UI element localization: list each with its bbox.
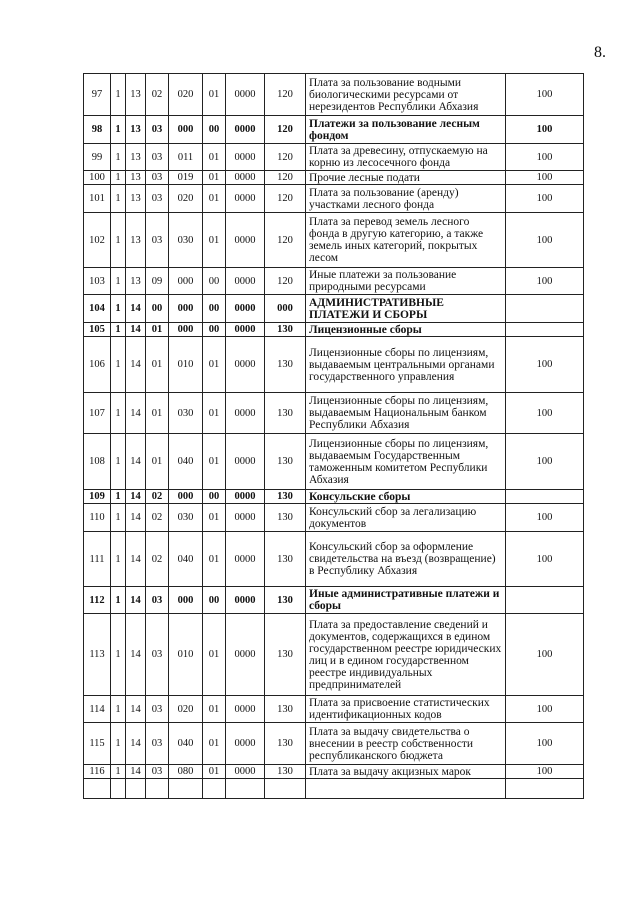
row-number-cell: 104: [84, 295, 111, 323]
table-row: [84, 393, 584, 434]
code-subgroup-cell: 14: [126, 504, 146, 532]
revenue-name-cell: Консульские сборы: [306, 490, 506, 504]
code-group-cell: [111, 779, 126, 799]
code-group-cell: 1: [111, 185, 126, 213]
code-article-cell: 02: [146, 504, 169, 532]
budget-classification-table: [83, 73, 584, 799]
revenue-name-cell: Лицензионные сборы по лицензиям, выдаваемым Государственным таможенным комитетом Республики Абхазия: [306, 434, 506, 490]
code-group-cell: 1: [111, 532, 126, 587]
code-element-cell: 01: [203, 614, 226, 696]
row-number-cell: 112: [84, 587, 111, 614]
code-element-cell: 01: [203, 504, 226, 532]
code-subgroup-cell: 13: [126, 74, 146, 116]
table-row: [84, 614, 584, 696]
code-article-cell: 02: [146, 74, 169, 116]
code-article-cell: 01: [146, 323, 169, 337]
code-group-cell: 1: [111, 723, 126, 765]
code-economic-cell: 130: [265, 532, 306, 587]
row-number-cell: 103: [84, 268, 111, 295]
code-article-cell: 03: [146, 144, 169, 171]
code-subarticle-cell: 030: [169, 393, 203, 434]
code-group-cell: 1: [111, 337, 126, 393]
code-group-cell: 1: [111, 74, 126, 116]
code-element-cell: 01: [203, 74, 226, 116]
code-program-cell: 0000: [226, 490, 265, 504]
code-article-cell: 03: [146, 723, 169, 765]
code-program-cell: 0000: [226, 393, 265, 434]
code-program-cell: 0000: [226, 268, 265, 295]
row-number-cell: 102: [84, 213, 111, 268]
code-subgroup-cell: 14: [126, 587, 146, 614]
row-number-cell: [84, 779, 111, 799]
code-subarticle-cell: 000: [169, 295, 203, 323]
percent-value-cell: 100: [506, 532, 584, 587]
code-subgroup-cell: 14: [126, 393, 146, 434]
code-subarticle-cell: 030: [169, 213, 203, 268]
code-element-cell: 00: [203, 490, 226, 504]
row-number-cell: 97: [84, 74, 111, 116]
code-program-cell: 0000: [226, 765, 265, 779]
code-element-cell: 01: [203, 185, 226, 213]
code-subgroup-cell: 13: [126, 185, 146, 213]
table-row: [84, 723, 584, 765]
percent-value-cell: 100: [506, 393, 584, 434]
code-element-cell: 01: [203, 337, 226, 393]
row-number-cell: 105: [84, 323, 111, 337]
percent-value-cell: 100: [506, 504, 584, 532]
row-number-cell: 109: [84, 490, 111, 504]
code-economic-cell: 130: [265, 490, 306, 504]
code-group-cell: 1: [111, 434, 126, 490]
table-row: [84, 504, 584, 532]
code-economic-cell: 130: [265, 696, 306, 723]
code-subgroup-cell: 14: [126, 696, 146, 723]
percent-value-cell: 100: [506, 434, 584, 490]
code-economic-cell: 120: [265, 116, 306, 144]
revenue-name-cell: Прочие лесные подати: [306, 171, 506, 185]
code-subarticle-cell: 020: [169, 185, 203, 213]
code-program-cell: 0000: [226, 434, 265, 490]
code-article-cell: 09: [146, 268, 169, 295]
revenue-name-cell: Плата за выдачу свидетельства о внесении в реестр собственности республиканского бюджета: [306, 723, 506, 765]
code-article-cell: 02: [146, 490, 169, 504]
percent-value-cell: 100: [506, 213, 584, 268]
code-group-cell: 1: [111, 587, 126, 614]
code-program-cell: 0000: [226, 337, 265, 393]
revenue-name-cell: Платежи за пользование лесным фондом: [306, 116, 506, 144]
percent-value-cell: 100: [506, 614, 584, 696]
row-number-cell: 100: [84, 171, 111, 185]
row-number-cell: 108: [84, 434, 111, 490]
revenue-name-cell: Плата за пользование (аренду) участками лесного фонда: [306, 185, 506, 213]
table-row: [84, 490, 584, 504]
code-element-cell: 00: [203, 587, 226, 614]
row-number-cell: 101: [84, 185, 111, 213]
code-subgroup-cell: 13: [126, 268, 146, 295]
code-subarticle-cell: 010: [169, 614, 203, 696]
code-element-cell: 00: [203, 295, 226, 323]
code-subarticle-cell: 030: [169, 504, 203, 532]
percent-value-cell: 100: [506, 765, 584, 779]
table-row: [84, 116, 584, 144]
row-number-cell: 116: [84, 765, 111, 779]
row-number-cell: 106: [84, 337, 111, 393]
code-article-cell: 00: [146, 295, 169, 323]
code-subgroup-cell: 14: [126, 337, 146, 393]
revenue-name-cell: Плата за древесину, отпускаемую на корню из лесосечного фонда: [306, 144, 506, 171]
code-economic-cell: 120: [265, 268, 306, 295]
percent-value-cell: [506, 490, 584, 504]
code-subgroup-cell: 13: [126, 171, 146, 185]
code-economic-cell: 130: [265, 393, 306, 434]
table-row: [84, 171, 584, 185]
code-element-cell: 01: [203, 434, 226, 490]
code-article-cell: 01: [146, 393, 169, 434]
revenue-name-cell: Плата за выдачу акцизных марок: [306, 765, 506, 779]
code-group-cell: 1: [111, 614, 126, 696]
code-article-cell: 03: [146, 696, 169, 723]
code-economic-cell: 000: [265, 295, 306, 323]
code-economic-cell: 130: [265, 614, 306, 696]
code-group-cell: 1: [111, 213, 126, 268]
code-article-cell: [146, 779, 169, 799]
code-group-cell: 1: [111, 116, 126, 144]
code-subarticle-cell: 040: [169, 723, 203, 765]
revenue-name-cell: Консульский сбор за оформление свидетельства на въезд (возвращение) в Республику Абхазия: [306, 532, 506, 587]
code-group-cell: 1: [111, 171, 126, 185]
code-article-cell: 03: [146, 614, 169, 696]
revenue-name-cell: Плата за предоставление сведений и документов, содержащихся в едином государственном реестре юридических лиц и в едином государственном реестре индивидуальных предпринимателей: [306, 614, 506, 696]
code-group-cell: 1: [111, 490, 126, 504]
row-number-cell: 110: [84, 504, 111, 532]
code-subgroup-cell: 14: [126, 723, 146, 765]
code-economic-cell: 120: [265, 144, 306, 171]
code-subarticle-cell: 000: [169, 323, 203, 337]
page-number: 8.: [594, 44, 606, 61]
table-row: [84, 323, 584, 337]
code-program-cell: 0000: [226, 171, 265, 185]
code-subarticle-cell: 000: [169, 490, 203, 504]
code-group-cell: 1: [111, 268, 126, 295]
table-row: [84, 213, 584, 268]
code-article-cell: 03: [146, 765, 169, 779]
percent-value-cell: 100: [506, 268, 584, 295]
code-subgroup-cell: 14: [126, 323, 146, 337]
table-row: [84, 587, 584, 614]
code-program-cell: 0000: [226, 696, 265, 723]
code-economic-cell: 130: [265, 765, 306, 779]
code-group-cell: 1: [111, 765, 126, 779]
table-row: [84, 295, 584, 323]
code-element-cell: 01: [203, 723, 226, 765]
table-row: [84, 779, 584, 799]
code-article-cell: 03: [146, 587, 169, 614]
code-element-cell: 00: [203, 268, 226, 295]
row-number-cell: 99: [84, 144, 111, 171]
code-economic-cell: 120: [265, 171, 306, 185]
code-element-cell: 01: [203, 765, 226, 779]
code-subarticle-cell: 020: [169, 696, 203, 723]
code-economic-cell: 120: [265, 213, 306, 268]
code-subarticle-cell: 000: [169, 587, 203, 614]
code-program-cell: 0000: [226, 614, 265, 696]
code-subarticle-cell: 010: [169, 337, 203, 393]
code-subarticle-cell: [169, 779, 203, 799]
row-number-cell: 113: [84, 614, 111, 696]
percent-value-cell: [506, 587, 584, 614]
percent-value-cell: [506, 295, 584, 323]
revenue-name-cell: АДМИНИСТРАТИВНЫЕ ПЛАТЕЖИ И СБОРЫ: [306, 295, 506, 323]
percent-value-cell: 100: [506, 723, 584, 765]
code-article-cell: 01: [146, 434, 169, 490]
code-economic-cell: 130: [265, 323, 306, 337]
revenue-name-cell: [306, 779, 506, 799]
code-subgroup-cell: 14: [126, 532, 146, 587]
code-program-cell: 0000: [226, 74, 265, 116]
code-element-cell: [203, 779, 226, 799]
code-subgroup-cell: [126, 779, 146, 799]
percent-value-cell: 100: [506, 74, 584, 116]
revenue-name-cell: Лицензионные сборы: [306, 323, 506, 337]
code-article-cell: 03: [146, 116, 169, 144]
code-program-cell: 0000: [226, 504, 265, 532]
code-group-cell: 1: [111, 323, 126, 337]
code-economic-cell: 130: [265, 723, 306, 765]
table-row: [84, 434, 584, 490]
table-row: [84, 185, 584, 213]
revenue-name-cell: Консульский сбор за легализацию документов: [306, 504, 506, 532]
code-element-cell: 00: [203, 116, 226, 144]
code-economic-cell: 120: [265, 185, 306, 213]
code-subgroup-cell: 14: [126, 490, 146, 504]
percent-value-cell: 100: [506, 337, 584, 393]
code-program-cell: 0000: [226, 295, 265, 323]
revenue-name-cell: Иные платежи за пользование природными ресурсами: [306, 268, 506, 295]
table-row: [84, 144, 584, 171]
code-subgroup-cell: 13: [126, 144, 146, 171]
code-economic-cell: 120: [265, 74, 306, 116]
percent-value-cell: [506, 323, 584, 337]
code-program-cell: 0000: [226, 723, 265, 765]
code-program-cell: [226, 779, 265, 799]
table-row: [84, 337, 584, 393]
table-row: [84, 268, 584, 295]
revenue-name-cell: Плата за перевод земель лесного фонда в другую категорию, а также земель иных категорий, покрытых лесом: [306, 213, 506, 268]
table-row: [84, 74, 584, 116]
percent-value-cell: 100: [506, 185, 584, 213]
percent-value-cell: 100: [506, 116, 584, 144]
percent-value-cell: 100: [506, 171, 584, 185]
code-subarticle-cell: 040: [169, 434, 203, 490]
code-subarticle-cell: 011: [169, 144, 203, 171]
code-group-cell: 1: [111, 504, 126, 532]
code-program-cell: 0000: [226, 587, 265, 614]
revenue-name-cell: Плата за пользование водными биологическими ресурсами от нерезидентов Республики Абхазия: [306, 74, 506, 116]
code-subarticle-cell: 040: [169, 532, 203, 587]
table-row: [84, 765, 584, 779]
code-element-cell: 01: [203, 213, 226, 268]
table-row: [84, 696, 584, 723]
code-subarticle-cell: 000: [169, 116, 203, 144]
code-subgroup-cell: 13: [126, 116, 146, 144]
code-subgroup-cell: 14: [126, 295, 146, 323]
code-program-cell: 0000: [226, 323, 265, 337]
code-element-cell: 01: [203, 393, 226, 434]
row-number-cell: 115: [84, 723, 111, 765]
code-economic-cell: 130: [265, 504, 306, 532]
code-subgroup-cell: 14: [126, 765, 146, 779]
row-number-cell: 98: [84, 116, 111, 144]
code-group-cell: 1: [111, 696, 126, 723]
code-subarticle-cell: 080: [169, 765, 203, 779]
code-subarticle-cell: 020: [169, 74, 203, 116]
code-subarticle-cell: 000: [169, 268, 203, 295]
row-number-cell: 111: [84, 532, 111, 587]
revenue-name-cell: Плата за присвоение статистических идентификационных кодов: [306, 696, 506, 723]
code-economic-cell: 130: [265, 337, 306, 393]
code-subgroup-cell: 14: [126, 434, 146, 490]
code-group-cell: 1: [111, 295, 126, 323]
code-article-cell: 03: [146, 213, 169, 268]
code-economic-cell: 130: [265, 434, 306, 490]
code-economic-cell: [265, 779, 306, 799]
code-program-cell: 0000: [226, 213, 265, 268]
percent-value-cell: 100: [506, 144, 584, 171]
code-article-cell: 03: [146, 171, 169, 185]
percent-value-cell: [506, 779, 584, 799]
code-group-cell: 1: [111, 393, 126, 434]
row-number-cell: 107: [84, 393, 111, 434]
code-element-cell: 01: [203, 532, 226, 587]
code-element-cell: 01: [203, 171, 226, 185]
revenue-name-cell: Лицензионные сборы по лицензиям, выдаваемым центральными органами государственного управления: [306, 337, 506, 393]
code-article-cell: 03: [146, 185, 169, 213]
code-element-cell: 01: [203, 696, 226, 723]
code-program-cell: 0000: [226, 116, 265, 144]
code-article-cell: 01: [146, 337, 169, 393]
code-program-cell: 0000: [226, 185, 265, 213]
code-program-cell: 0000: [226, 532, 265, 587]
code-subgroup-cell: 13: [126, 213, 146, 268]
percent-value-cell: 100: [506, 696, 584, 723]
code-article-cell: 02: [146, 532, 169, 587]
code-subarticle-cell: 019: [169, 171, 203, 185]
code-program-cell: 0000: [226, 144, 265, 171]
code-element-cell: 00: [203, 323, 226, 337]
code-economic-cell: 130: [265, 587, 306, 614]
code-subgroup-cell: 14: [126, 614, 146, 696]
revenue-name-cell: Лицензионные сборы по лицензиям, выдаваемым Национальным банком Республики Абхазия: [306, 393, 506, 434]
table-row: [84, 532, 584, 587]
code-element-cell: 01: [203, 144, 226, 171]
code-group-cell: 1: [111, 144, 126, 171]
revenue-name-cell: Иные административные платежи и сборы: [306, 587, 506, 614]
row-number-cell: 114: [84, 696, 111, 723]
